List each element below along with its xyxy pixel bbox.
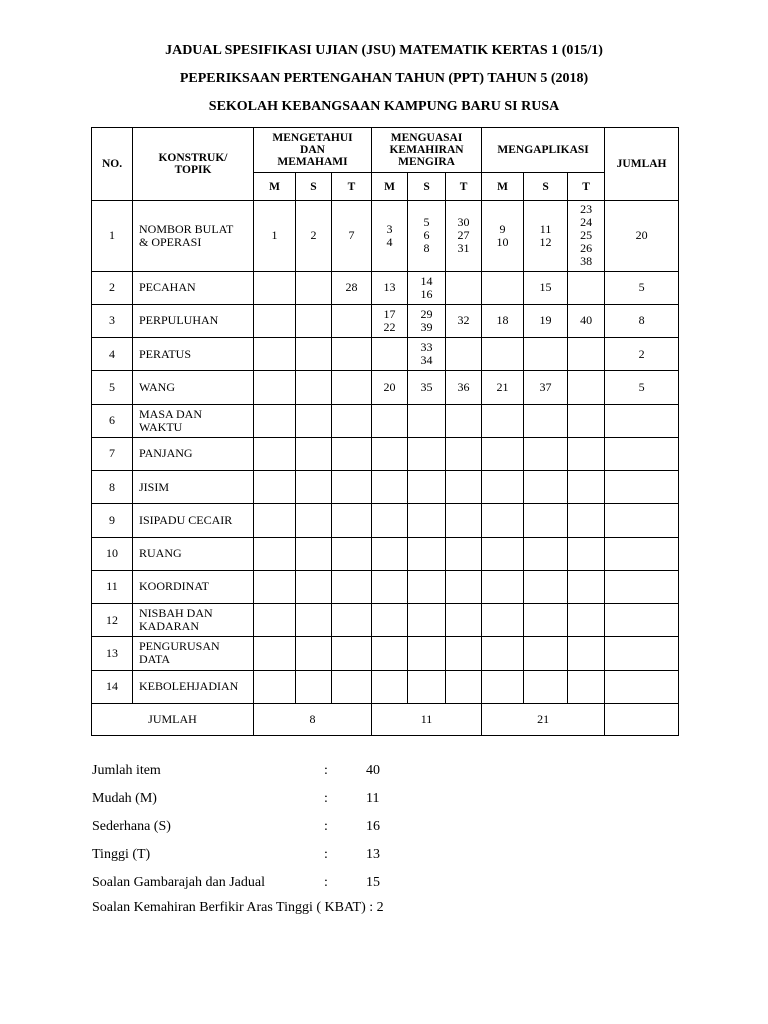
row-total: 2: [605, 338, 679, 371]
question-cell: [296, 537, 332, 570]
row-topic: KEBOLEHJADIAN: [133, 670, 254, 703]
question-cell: [568, 637, 605, 670]
question-cell: [296, 471, 332, 504]
question-cell: [524, 670, 568, 703]
question-cell: 3 4: [372, 201, 408, 272]
question-cell: [332, 371, 372, 404]
row-number: 7: [92, 437, 133, 470]
question-cell: [408, 437, 446, 470]
sub-header: M: [482, 173, 524, 201]
question-cell: [296, 404, 332, 437]
question-cell: [254, 637, 296, 670]
sub-header: S: [408, 173, 446, 201]
question-cell: [372, 404, 408, 437]
question-cell: [482, 404, 524, 437]
question-cell: 29 39: [408, 304, 446, 337]
question-cell: 28: [332, 271, 372, 304]
row-number: 5: [92, 371, 133, 404]
question-cell: 11 12: [524, 201, 568, 272]
row-topic: NOMBOR BULAT & OPERASI: [133, 201, 254, 272]
header-group-skill: MENGUASAI KEMAHIRAN MENGIRA: [372, 128, 482, 173]
question-cell: 23 24 25 26 38: [568, 201, 605, 272]
table-row: [92, 570, 679, 603]
question-cell: 40: [568, 304, 605, 337]
row-topic: PENGURUSAN DATA: [133, 637, 254, 670]
question-cell: [296, 271, 332, 304]
row-number: 6: [92, 404, 133, 437]
question-cell: [254, 338, 296, 371]
row-number: 3: [92, 304, 133, 337]
question-cell: [446, 537, 482, 570]
table-row: [92, 670, 679, 703]
question-cell: [408, 570, 446, 603]
row-topic: JISIM: [133, 471, 254, 504]
row-total: [605, 670, 679, 703]
question-cell: [446, 570, 482, 603]
question-cell: [568, 504, 605, 537]
question-cell: [332, 404, 372, 437]
exam-subtitle: PEPERIKSAAN PERTENGAHAN TAHUN (PPT) TAHUN 5 (2018): [179, 71, 589, 86]
question-cell: 20: [372, 371, 408, 404]
table-row: [92, 404, 679, 437]
row-total: [605, 504, 679, 537]
question-cell: 36: [446, 371, 482, 404]
question-cell: [408, 604, 446, 637]
table-row: [92, 371, 679, 404]
row-number: 10: [92, 537, 133, 570]
question-cell: [446, 404, 482, 437]
row-total: 5: [605, 271, 679, 304]
kbat-summary: Soalan Kemahiran Berfikir Aras Tinggi ( KBAT) : 2: [92, 900, 384, 915]
question-cell: [524, 504, 568, 537]
summary-colon: :: [324, 847, 328, 862]
row-total: 20: [605, 201, 679, 272]
row-topic: RUANG: [133, 537, 254, 570]
summary-value: 15: [366, 875, 380, 890]
question-cell: [408, 670, 446, 703]
question-cell: 32: [446, 304, 482, 337]
row-topic: MASA DAN WAKTU: [133, 404, 254, 437]
question-cell: [524, 471, 568, 504]
question-cell: 7: [332, 201, 372, 272]
table-row: [92, 304, 679, 337]
sub-header: T: [568, 173, 605, 201]
summary-label: Tinggi (T): [92, 847, 151, 862]
summary-colon: :: [324, 763, 328, 778]
question-cell: [568, 371, 605, 404]
question-cell: [332, 537, 372, 570]
question-cell: [372, 637, 408, 670]
row-number: 11: [92, 570, 133, 603]
question-cell: [524, 404, 568, 437]
question-cell: [254, 371, 296, 404]
question-cell: [446, 271, 482, 304]
footer-total-skill: 11: [372, 704, 482, 736]
question-cell: 5 6 8: [408, 201, 446, 272]
row-total: [605, 437, 679, 470]
question-cell: 33 34: [408, 338, 446, 371]
question-cell: [372, 604, 408, 637]
question-cell: [254, 471, 296, 504]
question-cell: [524, 437, 568, 470]
table-row: [92, 338, 679, 371]
question-cell: [254, 570, 296, 603]
row-total: [605, 570, 679, 603]
row-total: 5: [605, 371, 679, 404]
summary-label: Soalan Gambarajah dan Jadual: [92, 875, 265, 890]
question-cell: 21: [482, 371, 524, 404]
question-cell: [372, 537, 408, 570]
question-cell: [408, 504, 446, 537]
question-cell: [254, 271, 296, 304]
table-row: [92, 604, 679, 637]
sub-header: M: [372, 173, 408, 201]
question-cell: [568, 604, 605, 637]
question-cell: [408, 404, 446, 437]
question-cell: [568, 271, 605, 304]
question-cell: [254, 304, 296, 337]
row-number: 14: [92, 670, 133, 703]
question-cell: 35: [408, 371, 446, 404]
question-cell: [446, 504, 482, 537]
question-cell: [446, 604, 482, 637]
question-cell: [296, 604, 332, 637]
sub-header: M: [254, 173, 296, 201]
question-cell: [568, 437, 605, 470]
question-cell: [446, 338, 482, 371]
specification-table: [91, 127, 679, 736]
question-cell: [332, 637, 372, 670]
table-row: [92, 537, 679, 570]
row-total: [605, 471, 679, 504]
question-cell: [446, 437, 482, 470]
question-cell: [568, 471, 605, 504]
question-cell: [482, 437, 524, 470]
table-row: [92, 271, 679, 304]
question-cell: [524, 338, 568, 371]
summary-label: Sederhana (S): [92, 819, 171, 834]
row-number: 12: [92, 604, 133, 637]
question-cell: [296, 570, 332, 603]
question-cell: 18: [482, 304, 524, 337]
question-cell: [482, 338, 524, 371]
question-cell: [332, 570, 372, 603]
summary-label: Mudah (M): [92, 791, 157, 806]
question-cell: [482, 537, 524, 570]
summary-colon: :: [324, 819, 328, 834]
table-row: [92, 437, 679, 470]
summary-colon: :: [324, 791, 328, 806]
footer-label: JUMLAH: [92, 704, 254, 736]
question-cell: [296, 504, 332, 537]
question-cell: [332, 504, 372, 537]
row-number: 13: [92, 637, 133, 670]
row-number: 2: [92, 271, 133, 304]
row-topic: PECAHAN: [133, 271, 254, 304]
row-number: 4: [92, 338, 133, 371]
question-cell: [296, 371, 332, 404]
question-cell: [332, 670, 372, 703]
row-topic: KOORDINAT: [133, 570, 254, 603]
question-cell: 17 22: [372, 304, 408, 337]
question-cell: 9 10: [482, 201, 524, 272]
question-cell: [568, 570, 605, 603]
header-total: JUMLAH: [605, 128, 679, 201]
question-cell: [524, 604, 568, 637]
question-cell: [524, 570, 568, 603]
table-row: [92, 201, 679, 272]
row-number: 1: [92, 201, 133, 272]
document-title: JADUAL SPESIFIKASI UJIAN (JSU) MATEMATIK KERTAS 1 (015/1): [165, 43, 603, 58]
header-no: NO.: [92, 128, 133, 201]
question-cell: [254, 404, 296, 437]
question-cell: [372, 504, 408, 537]
question-cell: 15: [524, 271, 568, 304]
question-cell: [254, 504, 296, 537]
question-cell: [482, 570, 524, 603]
question-cell: [254, 604, 296, 637]
table-row: [92, 504, 679, 537]
question-cell: [332, 304, 372, 337]
row-topic: WANG: [133, 371, 254, 404]
question-cell: 1: [254, 201, 296, 272]
question-cell: [482, 670, 524, 703]
question-cell: [568, 404, 605, 437]
question-cell: [568, 537, 605, 570]
summary-value: 40: [366, 763, 380, 778]
summary-colon: :: [324, 875, 328, 890]
question-cell: [568, 338, 605, 371]
question-cell: [372, 570, 408, 603]
question-cell: [296, 338, 332, 371]
question-cell: [482, 471, 524, 504]
row-topic: PERPULUHAN: [133, 304, 254, 337]
question-cell: [372, 437, 408, 470]
question-cell: 14 16: [408, 271, 446, 304]
question-cell: [332, 471, 372, 504]
question-cell: 13: [372, 271, 408, 304]
question-cell: [482, 637, 524, 670]
question-cell: [332, 338, 372, 371]
row-topic: PERATUS: [133, 338, 254, 371]
summary-value: 13: [366, 847, 380, 862]
school-name: SEKOLAH KEBANGSAAN KAMPUNG BARU SI RUSA: [208, 99, 560, 114]
footer-grand-total: [605, 704, 679, 736]
row-topic: NISBAH DAN KADARAN: [133, 604, 254, 637]
header-topic: KONSTRUK/ TOPIK: [133, 128, 254, 201]
question-cell: [446, 471, 482, 504]
question-cell: [254, 537, 296, 570]
row-total: [605, 604, 679, 637]
question-cell: [482, 604, 524, 637]
row-topic: PANJANG: [133, 437, 254, 470]
question-cell: [568, 670, 605, 703]
summary-value: 16: [366, 819, 380, 834]
header-group-apply: MENGAPLIKASI: [482, 128, 605, 173]
question-cell: [524, 637, 568, 670]
row-number: 8: [92, 471, 133, 504]
question-cell: [296, 304, 332, 337]
question-cell: [408, 637, 446, 670]
footer-total-know: 8: [254, 704, 372, 736]
question-cell: 30 27 31: [446, 201, 482, 272]
sub-header: S: [524, 173, 568, 201]
row-total: [605, 637, 679, 670]
question-cell: [372, 670, 408, 703]
question-cell: [482, 504, 524, 537]
table-row: [92, 637, 679, 670]
question-cell: [372, 471, 408, 504]
row-total: [605, 404, 679, 437]
row-total: [605, 537, 679, 570]
footer-total-apply: 21: [482, 704, 605, 736]
question-cell: [482, 271, 524, 304]
question-cell: [408, 537, 446, 570]
header-group-know: MENGETAHUI DAN MEMAHAMI: [254, 128, 372, 173]
question-cell: [524, 537, 568, 570]
row-number: 9: [92, 504, 133, 537]
question-cell: [332, 604, 372, 637]
sub-header: T: [446, 173, 482, 201]
summary-label: Jumlah item: [92, 763, 161, 778]
question-cell: [296, 637, 332, 670]
question-cell: [372, 338, 408, 371]
sub-header: S: [296, 173, 332, 201]
table-row: [92, 471, 679, 504]
sub-header: T: [332, 173, 372, 201]
question-cell: [296, 437, 332, 470]
question-cell: [408, 471, 446, 504]
row-total: 8: [605, 304, 679, 337]
question-cell: 37: [524, 371, 568, 404]
question-cell: [296, 670, 332, 703]
row-topic: ISIPADU CECAIR: [133, 504, 254, 537]
question-cell: [332, 437, 372, 470]
question-cell: 19: [524, 304, 568, 337]
question-cell: [446, 637, 482, 670]
question-cell: [254, 437, 296, 470]
question-cell: 2: [296, 201, 332, 272]
summary-value: 11: [366, 791, 380, 806]
question-cell: [446, 670, 482, 703]
question-cell: [254, 670, 296, 703]
